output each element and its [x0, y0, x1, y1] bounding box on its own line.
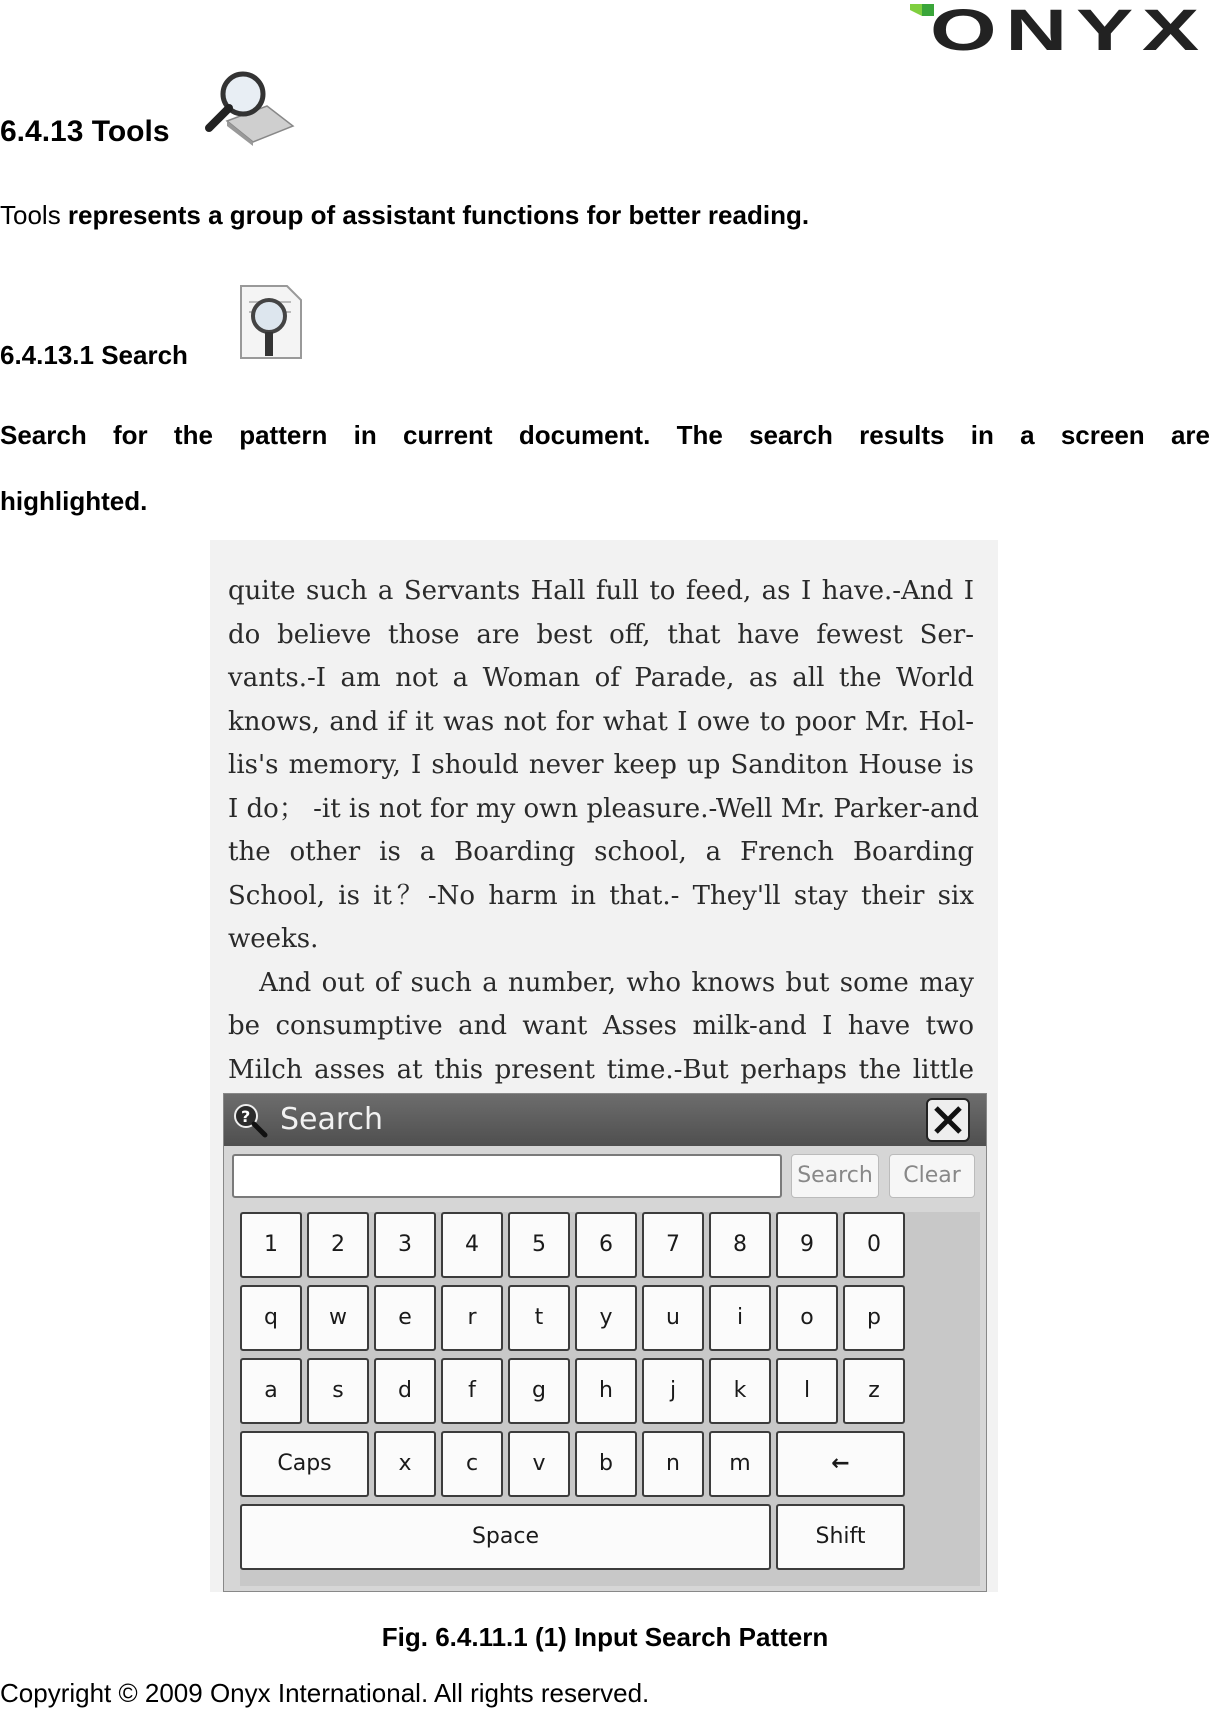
section-heading: 6.4.13 Tools: [0, 115, 170, 148]
key-i[interactable]: i: [709, 1285, 771, 1351]
key-w[interactable]: w: [307, 1285, 369, 1351]
key-h[interactable]: h: [575, 1358, 637, 1424]
key-p[interactable]: p: [843, 1285, 905, 1351]
dialog-title: Search: [280, 1102, 384, 1137]
reader-line: vants.-I am not a Woman of Parade, as all the World: [228, 663, 974, 693]
key-4[interactable]: 4: [441, 1212, 503, 1278]
key-z[interactable]: z: [843, 1358, 905, 1424]
reader-line: the other is a Boarding school, a French Boarding: [228, 837, 974, 867]
intro-paragraph: [0, 200, 809, 231]
key-e[interactable]: e: [374, 1285, 436, 1351]
subsection-heading: 6.4.13.1 Search: [0, 340, 188, 370]
reader-line: do believe those are best off, that have fewest Ser-: [228, 619, 974, 650]
reader-line: be consumptive and want Asses milk-and I have two: [228, 1011, 974, 1041]
reader-line: And out of such a number, who knows but some may: [228, 967, 974, 998]
reader-line: knows, and if it was not for what I owe to poor Mr. Hol-: [228, 706, 974, 737]
key-c[interactable]: c: [441, 1431, 503, 1497]
search-description-line2: highlighted.: [0, 486, 148, 516]
key-5[interactable]: 5: [508, 1212, 570, 1278]
key-s[interactable]: s: [307, 1358, 369, 1424]
key-y[interactable]: y: [575, 1285, 637, 1351]
help-search-icon[interactable]: [232, 1102, 268, 1138]
reader-line: weeks.: [228, 924, 319, 954]
search-input[interactable]: [232, 1154, 782, 1198]
intro-lead: Tools: [0, 200, 61, 230]
reader-line: School, is it？-No harm in that.- They'll stay their six: [228, 880, 974, 911]
intro-rest: represents a group of assistant functions for better reading.: [60, 200, 810, 230]
reader-line: I do； -it is not for my own pleasure.-Well Mr. Parker-and: [228, 793, 979, 824]
key-2[interactable]: 2: [307, 1212, 369, 1278]
reader-page: [228, 570, 979, 1092]
key-n[interactable]: n: [642, 1431, 704, 1497]
key-3[interactable]: 3: [374, 1212, 436, 1278]
key-j[interactable]: j: [642, 1358, 704, 1424]
on-screen-keyboard: [240, 1212, 980, 1586]
close-button[interactable]: [926, 1098, 970, 1142]
search-document-icon: [235, 282, 307, 362]
key-o[interactable]: o: [776, 1285, 838, 1351]
onyx-logo: [900, 0, 1210, 62]
key-u[interactable]: u: [642, 1285, 704, 1351]
key-1[interactable]: 1: [240, 1212, 302, 1278]
clear-button[interactable]: Clear: [889, 1154, 975, 1198]
key-r[interactable]: r: [441, 1285, 503, 1351]
key-a[interactable]: a: [240, 1358, 302, 1424]
backspace-key[interactable]: ←: [776, 1431, 905, 1497]
key-9[interactable]: 9: [776, 1212, 838, 1278]
reader-line: lis's memory, I should never keep up Sanditon House is: [228, 750, 974, 780]
key-6[interactable]: 6: [575, 1212, 637, 1278]
copyright-footer: Copyright © 2009 Onyx International. All rights reserved.: [0, 1678, 650, 1708]
magnifier-book-icon: [205, 66, 295, 146]
close-icon: [930, 1102, 966, 1138]
key-g[interactable]: g: [508, 1358, 570, 1424]
key-0[interactable]: 0: [843, 1212, 905, 1278]
key-m[interactable]: m: [709, 1431, 771, 1497]
key-t[interactable]: t: [508, 1285, 570, 1351]
figure-caption: Fig. 6.4.11.1 (1) Input Search Pattern: [381, 1622, 829, 1652]
key-d[interactable]: d: [374, 1358, 436, 1424]
svg-text:?: ?: [241, 1107, 251, 1126]
key-7[interactable]: 7: [642, 1212, 704, 1278]
search-dialog: [223, 1093, 987, 1592]
key-b[interactable]: b: [575, 1431, 637, 1497]
search-description-line1: Search for the pattern in current document. The search results in a screen are: [0, 420, 1210, 450]
key-l[interactable]: l: [776, 1358, 838, 1424]
key-x[interactable]: x: [374, 1431, 436, 1497]
key-8[interactable]: 8: [709, 1212, 771, 1278]
device-screenshot: [210, 540, 998, 1592]
search-button[interactable]: Search: [791, 1154, 879, 1198]
reader-line: Milch asses at this present time.-But perhaps the little: [228, 1054, 974, 1085]
dialog-titlebar: [224, 1094, 986, 1146]
key-caps[interactable]: Caps: [240, 1431, 369, 1497]
key-q[interactable]: q: [240, 1285, 302, 1351]
key-space[interactable]: Space: [240, 1504, 771, 1570]
key-shift[interactable]: Shift: [776, 1504, 905, 1570]
reader-line: quite such a Servants Hall full to feed, as I have.-And I: [228, 576, 974, 606]
key-f[interactable]: f: [441, 1358, 503, 1424]
key-k[interactable]: k: [709, 1358, 771, 1424]
svg-text:ONYX: ONYX: [930, 0, 1208, 62]
key-v[interactable]: v: [508, 1431, 570, 1497]
